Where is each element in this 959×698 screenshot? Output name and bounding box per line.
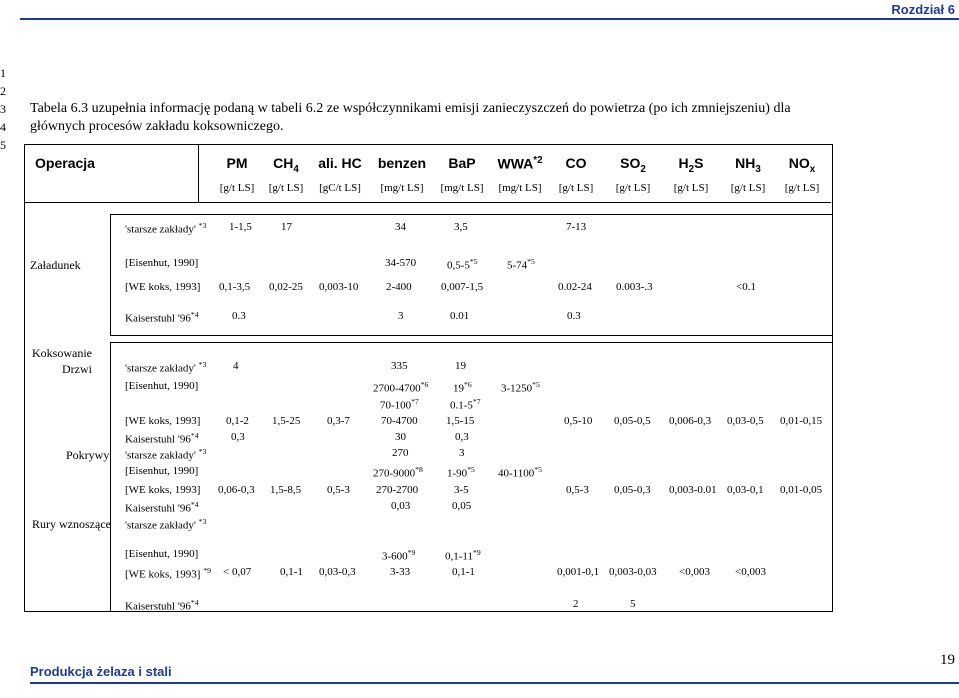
zaladunek-starsze-bap: 3,5: [454, 221, 468, 233]
zaladunek-kaiser-label: Kaiserstuhl '96$^{*4}$: [125, 310, 199, 325]
drzwi-starsze-benzen: 335: [391, 360, 408, 372]
header-nox: $NO_x$: [788, 155, 816, 175]
rury-wekoks-bap: 0,1-1: [452, 566, 475, 578]
pokrywy-starsze-benzen: 270: [392, 447, 409, 459]
line-number: 2: [0, 84, 6, 98]
rury-wekoks-h2s: <0,003: [679, 566, 710, 578]
pokrywy-wekoks-ch4: 1,5-8,5: [270, 484, 302, 496]
drzwi-eisenhut-benzen-2: 70-100$^{*7}$: [380, 397, 419, 412]
pokrywy-kaiser-label: Kaiserstuhl '96$^{*4}$: [125, 500, 199, 515]
pokrywy-wekoks-ali: 0,5-3: [327, 484, 350, 496]
drzwi-wekoks-so2: 0,05-0,5: [614, 415, 651, 427]
header-h2s: $H_2S$: [678, 155, 704, 175]
rury-kaiser-so2: 5: [630, 598, 636, 610]
zaladunek-kaiser-pm: 0.3: [232, 310, 246, 322]
zaladunek-starsze-ch4: 17: [281, 221, 292, 233]
unit-wwa: [mg/t LS]: [498, 182, 542, 194]
header-pm: PM: [226, 155, 248, 171]
rury-wekoks-label: [WE koks, 1993] $^{*9}$: [125, 566, 211, 581]
drzwi-wekoks-bap: 1,5-15: [446, 415, 475, 427]
intro-line-2: głównych procesów zakładu koksowniczego.: [30, 119, 284, 134]
sub-operation-drzwi: Drzwi: [62, 362, 92, 376]
drzwi-wekoks-ch4: 1,5-25: [272, 415, 301, 427]
rury-wekoks-benzen: 3-33: [390, 566, 411, 578]
rury-eisenhut-bap: 0,1-11$^{*9}$: [445, 548, 481, 563]
header-ali-hc: ali. HC: [318, 155, 362, 171]
drzwi-wekoks-benzen: 70-4700: [381, 415, 418, 427]
unit-nh3: [g/t LS]: [730, 182, 766, 194]
unit-h2s: [g/t LS]: [673, 182, 709, 194]
zaladunek-wekoks-ch4: 0,02-25: [269, 281, 303, 293]
line-number: 1: [0, 66, 6, 80]
zaladunek-wekoks-co: 0.02-24: [558, 281, 592, 293]
drzwi-wekoks-nh3: 0,03-0,5: [727, 415, 764, 427]
header-rule: [20, 18, 959, 20]
unit-pm: [g/t LS]: [219, 182, 255, 194]
pokrywy-starsze-label: 'starsze zakłady' $^{*3}$: [125, 447, 207, 462]
zaladunek-starsze-benzen: 34: [395, 221, 406, 233]
zaladunek-eisenhut-wwa: 5-74$^{*5}$: [507, 257, 535, 272]
header-divider: [24, 202, 831, 203]
line-number: 3: [0, 102, 6, 116]
rury-wekoks-pm: < 0,07: [223, 566, 252, 578]
drzwi-starsze-bap: 19: [455, 360, 466, 372]
zaladunek-starsze-label: 'starsze zakłady' $^{*3}$: [125, 221, 207, 236]
zaladunek-starsze-pm: 1-1,5: [229, 221, 252, 233]
pokrywy-wekoks-so2: 0,05-0,3: [614, 484, 651, 496]
unit-bap: [mg/t LS]: [440, 182, 484, 194]
header-ch4: $CH_4$: [273, 155, 299, 175]
rury-kaiser-label: Kaiserstuhl '96$^{*4}$: [125, 598, 199, 613]
page-number: 19: [940, 652, 955, 668]
unit-so2: [g/t LS]: [615, 182, 651, 194]
drzwi-kaiser-label: Kaiserstuhl '96$^{*4}$: [125, 431, 199, 446]
pokrywy-wekoks-pm: 0,06-0,3: [218, 484, 255, 496]
line-number: 4: [0, 120, 6, 134]
drzwi-starsze-pm: 4: [233, 360, 239, 372]
unit-ch4: [g/t LS]: [268, 182, 304, 194]
header-so2: $SO_2$: [620, 155, 646, 175]
pokrywy-wekoks-nox: 0,01-0,05: [780, 484, 823, 496]
drzwi-kaiser-pm: 0,3: [231, 431, 245, 443]
header-benzen: benzen: [377, 155, 427, 171]
footer-rule: [30, 682, 959, 684]
pokrywy-starsze-bap: 3: [459, 447, 465, 459]
header-operation: Operacja: [35, 155, 95, 171]
drzwi-wekoks-h2s: 0,006-0,3: [669, 415, 712, 427]
pokrywy-wekoks-h2s: 0,003-0.01: [669, 484, 717, 496]
zaladunek-eisenhut-benzen: 34-570: [385, 257, 417, 269]
zaladunek-box: [110, 214, 833, 336]
unit-nox: [g/t LS]: [784, 182, 820, 194]
unit-ali-hc: [gC/t LS]: [319, 182, 361, 194]
pokrywy-eisenhut-bap: 1-90$^{*5}$: [447, 465, 475, 480]
rury-wekoks-nh3: <0,003: [735, 566, 766, 578]
rury-wekoks-co: 0,001-0,1: [557, 566, 600, 578]
zaladunek-eisenhut-bap: 0,5-5$^{*5}$: [447, 257, 478, 272]
drzwi-kaiser-bap: 0,3: [455, 431, 469, 443]
pokrywy-kaiser-bap: 0,05: [452, 500, 472, 512]
unit-co: [g/t LS]: [558, 182, 594, 194]
rury-wekoks-so2: 0,003-0,03: [609, 566, 657, 578]
zaladunek-wekoks-ali: 0,003-10: [319, 281, 359, 293]
drzwi-eisenhut-wwa: 3-1250$^{*5}$: [501, 380, 540, 395]
pokrywy-kaiser-benzen: 0,03: [391, 500, 411, 512]
drzwi-wekoks-pm: 0,1-2: [226, 415, 249, 427]
zaladunek-eisenhut-label: [Eisenhut, 1990]: [125, 257, 199, 269]
drzwi-eisenhut-bap-2: 0.1-5$^{*7}$: [450, 397, 481, 412]
intro-line-1: Tabela 6.3 uzupełnia informację podaną w tabeli 6.2 ze współczynnikami emisji zanieczyszczeń do powietrza (po ich zmniejszeniu) dla: [30, 101, 791, 116]
table-column-divider: [198, 144, 199, 202]
drzwi-eisenhut-bap-1: 19$^{*6}$: [453, 380, 472, 395]
rury-kaiser-co: 2: [573, 598, 579, 610]
header-bap: BaP: [448, 155, 476, 171]
drzwi-wekoks-co: 0,5-10: [564, 415, 593, 427]
drzwi-eisenhut-benzen-1: 2700-4700$^{*6}$: [373, 380, 429, 395]
footer-title: Produkcja żelaza i stali: [30, 664, 172, 679]
pokrywy-wekoks-bap: 3-5: [454, 484, 469, 496]
operation-zaladunek: Załadunek: [30, 258, 81, 272]
zaladunek-wekoks-label: [WE koks, 1993]: [125, 281, 201, 293]
sub-operation-rury: Rury wznoszące: [32, 517, 111, 531]
header-nh3: $NH_3$: [735, 155, 761, 175]
pokrywy-wekoks-nh3: 0,03-0,1: [727, 484, 764, 496]
operation-koksowanie: Koksowanie: [32, 346, 92, 360]
drzwi-wekoks-nox: 0,01-0,15: [780, 415, 823, 427]
line-number: 5: [0, 138, 6, 152]
pokrywy-eisenhut-benzen: 270-9000$^{*8}$: [373, 465, 423, 480]
zaladunek-wekoks-pm: 0,1-3,5: [219, 281, 251, 293]
pokrywy-wekoks-label: [WE koks, 1993]: [125, 484, 201, 496]
rury-wekoks-ali: 0,03-0,3: [319, 566, 356, 578]
pokrywy-wekoks-benzen: 270-2700: [376, 484, 419, 496]
header-wwa: WWA$^{*2}$: [497, 155, 543, 172]
zaladunek-kaiser-bap: 0.01: [450, 310, 470, 322]
pokrywy-eisenhut-label: [Eisenhut, 1990]: [125, 465, 199, 477]
pokrywy-wekoks-co: 0,5-3: [566, 484, 589, 496]
rury-wekoks-ch4: 0,1-1: [280, 566, 303, 578]
sub-operation-pokrywy: Pokrywy: [66, 448, 110, 462]
rury-eisenhut-benzen: 3-600$^{*9}$: [382, 548, 416, 563]
zaladunek-starsze-co: 7-13: [566, 221, 587, 233]
zaladunek-wekoks-bap: 0,007-1,5: [441, 281, 484, 293]
drzwi-kaiser-benzen: 30: [395, 431, 406, 443]
zaladunek-wekoks-so2: 0.003-.3: [616, 281, 653, 293]
drzwi-wekoks-label: [WE koks, 1993]: [125, 415, 201, 427]
unit-benzen: [mg/t LS]: [380, 182, 424, 194]
rury-eisenhut-label: [Eisenhut, 1990]: [125, 548, 199, 560]
pokrywy-eisenhut-wwa: 40-1100$^{*5}$: [498, 465, 542, 480]
zaladunek-wekoks-benzen: 2-400: [386, 281, 412, 293]
header-co: CO: [565, 155, 587, 171]
zaladunek-kaiser-benzen: 3: [398, 310, 404, 322]
drzwi-wekoks-ali: 0,3-7: [327, 415, 350, 427]
page-header-title: Rozdział 6: [891, 2, 955, 17]
zaladunek-kaiser-co: 0.3: [567, 310, 581, 322]
drzwi-starsze-label: 'starsze zakłady' $^{*3}$: [125, 360, 207, 375]
rury-starsze-label: 'starsze zakłady' $^{*3}$: [125, 517, 207, 532]
drzwi-eisenhut-label: [Eisenhut, 1990]: [125, 380, 199, 392]
zaladunek-wekoks-nh3: <0.1: [736, 281, 756, 293]
